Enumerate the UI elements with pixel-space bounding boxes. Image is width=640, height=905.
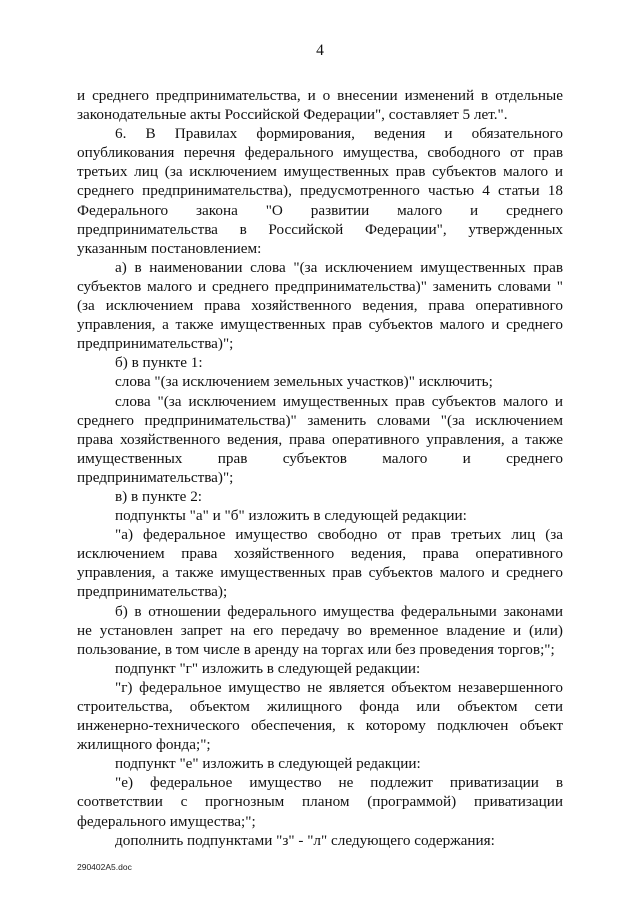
paragraph-text: дополнить подпунктами "з" - "л" следующего содержания: xyxy=(115,831,495,849)
page-number: 4 xyxy=(316,42,324,59)
paragraph-subitem-v: в) в пункте 2: xyxy=(115,487,203,505)
paragraph-quote-b: б) в отношении федерального имущества федеральными законами не установлен запрет на его передачу во временное владение и (или) пользование, в том числе в аренду на торгах или без проведения торгов;"; xyxy=(77,602,563,658)
paragraph-subitem-a: а) в наименовании слова "(за исключением имущественных прав субъектов малого и среднего предпринимательства)" заменить словами "(за исключением права хозяйственного ведения, права оперативного управления, а также имущественных прав субъектов малого и среднего предпринимательства)"; xyxy=(77,258,563,353)
paragraph-subitem-b: б) в пункте 1: xyxy=(115,354,203,372)
paragraph-continuation: и среднего предпринимательства, и о внесении изменений в отдельные законодательные акты Российской Федерации", составляет 5 лет.". xyxy=(77,87,563,124)
footer-filename: 290402A5.doc xyxy=(77,862,132,872)
paragraph-text: подпункты "а" и "б" изложить в следующей редакции: xyxy=(115,507,467,525)
paragraph-item-6: 6. В Правилах формирования, ведения и обязательного опубликования перечня федерального имущества, свободного от прав третьих лиц (за исключением имущественных прав субъектов малого и среднего предпринимательства), предусмотренного частью 4 статьи 18 Федерального закона "О развитии малого и среднего предпринимательства в Российской Федерации", утвержденных указанным постановлением: xyxy=(77,125,563,257)
paragraph-text: подпункт "е" изложить в следующей редакции: xyxy=(115,755,421,773)
paragraph-quote-a: "а) федеральное имущество свободно от прав третьих лиц (за исключением права хозяйственного ведения, права оперативного управления, а также имущественных прав субъектов малого и среднего предпринимательства); xyxy=(77,526,563,601)
paragraph-quote-g: "г) федеральное имущество не является объектом незавершенного строительства, объектом жилищного фонда или объектом сети инженерно-технического обеспечения, к которому подключен объект жилищного фонда;"; xyxy=(77,678,563,754)
paragraph-text: слова "(за исключением имущественных прав субъектов малого и среднего предпринимательства)" заменить словами "(за исключением права хозяйственного ведения, права оперативного управления, а также имущественных прав субъектов малого и среднего предпринимательства)"; xyxy=(77,392,563,486)
paragraph-text: слова "(за исключением земельных участков)" исключить; xyxy=(115,373,493,391)
paragraph-quote-e: "е) федеральное имущество не подлежит приватизации в соответствии с прогнозным планом (программой) приватизации федерального имущества;"; xyxy=(77,774,563,830)
document-body xyxy=(77,86,563,850)
paragraph-text: подпункт "г" изложить в следующей редакции: xyxy=(115,659,421,677)
